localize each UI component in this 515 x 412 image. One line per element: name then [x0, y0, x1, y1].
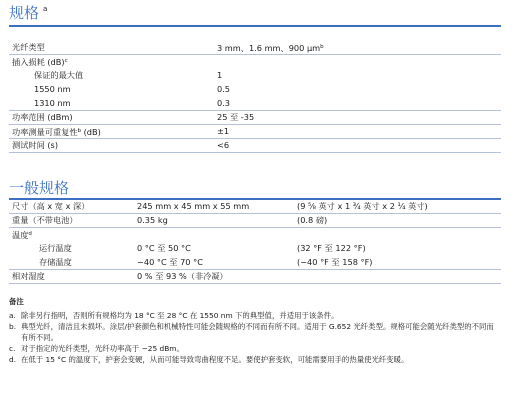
spec-row-repeatability	[9, 125, 501, 139]
note-letter: d.	[9, 355, 17, 364]
spec-row-power-range	[9, 111, 501, 125]
row-label: 功率测量可重复性$^b$ (dB)	[12, 127, 101, 137]
note-letter: a.	[9, 311, 16, 320]
spec-row-1550nm	[9, 83, 501, 96]
row-imperial: (32 °F 至 122 °F)	[297, 243, 366, 253]
spec-row-fiber-type	[9, 41, 501, 55]
row-value: 1	[217, 70, 223, 80]
general-row-operating-temp	[9, 242, 501, 255]
note-letter: b.	[9, 322, 17, 331]
row-label: 功率范围 (dBm)	[12, 112, 73, 122]
general-row-weight	[9, 214, 501, 228]
row-value: 0 % 至 93 %（非冷凝）	[137, 271, 228, 281]
row-value: 0.3	[217, 98, 231, 108]
spec-section-title: 规格 $^a$	[9, 4, 48, 22]
row-value: <6	[217, 140, 230, 150]
row-value: ±1	[217, 126, 230, 136]
spec-row-guaranteed-max	[9, 69, 501, 82]
note-d	[9, 354, 501, 365]
general-row-temperature	[9, 228, 501, 241]
note-letter: c.	[9, 344, 16, 353]
row-label: 测试时间 (s)	[12, 140, 59, 150]
note-b	[9, 321, 501, 343]
notes-heading: 备注	[9, 297, 24, 306]
row-label: 温度$^d$	[12, 230, 32, 240]
spec-row-1310nm	[9, 97, 501, 111]
general-row-dimensions	[9, 200, 501, 214]
notes-section	[9, 296, 501, 365]
row-value: −40 °C 至 70 °C	[137, 257, 203, 267]
note-text: 典型光纤，清洁且未损坏。涂层/护套颜色和机械特性可能会随规格的不同而有所不同。适用于 G.652 光纤类型。规格可能会随光纤类型的不同而有所不同。	[21, 322, 494, 342]
row-imperial: (−40 °F 至 158 °F)	[297, 257, 373, 267]
note-text: 在低于 15 °C 的温度下，护套会变硬，从而可能导致弯曲程度不足。要使护套变软，可能需要用手的热量使光纤变暖。	[21, 355, 409, 364]
row-value: 0.35 kg	[137, 215, 168, 225]
row-label: 光纤类型	[12, 42, 45, 52]
row-label: 1550 nm	[34, 84, 71, 94]
row-imperial: (0.8 磅)	[297, 215, 328, 225]
row-label: 1310 nm	[34, 98, 71, 108]
row-label: 插入损耗 (dB)$^c$	[12, 57, 68, 67]
row-value: 25 至 -35	[217, 112, 255, 122]
row-imperial: (9 ⁵⁄₈ 英寸 x 1 ³⁄₄ 英寸 x 2 ¹⁄₄ 英寸)	[297, 201, 428, 211]
row-value: 0 °C 至 50 °C	[137, 243, 191, 253]
row-label: 存储温度	[39, 257, 72, 267]
row-label: 运行温度	[39, 243, 72, 253]
general-row-humidity	[9, 270, 501, 284]
row-value: 0.5	[217, 84, 231, 94]
row-label: 尺寸（高 x 宽 x 深）	[12, 201, 90, 211]
row-label: 相对湿度	[12, 271, 45, 281]
spec-row-insertion-loss	[9, 55, 501, 68]
row-label: 保证的最大值	[34, 70, 84, 80]
spec-row-test-time	[9, 139, 501, 153]
row-value: 245 mm x 45 mm x 55 mm	[137, 201, 250, 211]
spec-title-rule	[9, 25, 501, 27]
general-row-storage-temp	[9, 256, 501, 270]
row-value: 3 mm、1.6 mm、900 µm$^b$	[217, 43, 324, 53]
note-text: 对于指定的光纤类型，光纤功率高于 −25 dBm。	[21, 344, 184, 353]
note-text: 除非另行指明，否则所有规格均为 18 °C 至 28 °C 在 1550 nm 下的典型值，并适用于该条件。	[21, 311, 339, 320]
note-c	[9, 343, 501, 354]
general-section-title: 一般规格	[9, 179, 70, 197]
row-label: 重量（不带电池）	[12, 215, 78, 225]
note-a	[9, 310, 501, 321]
